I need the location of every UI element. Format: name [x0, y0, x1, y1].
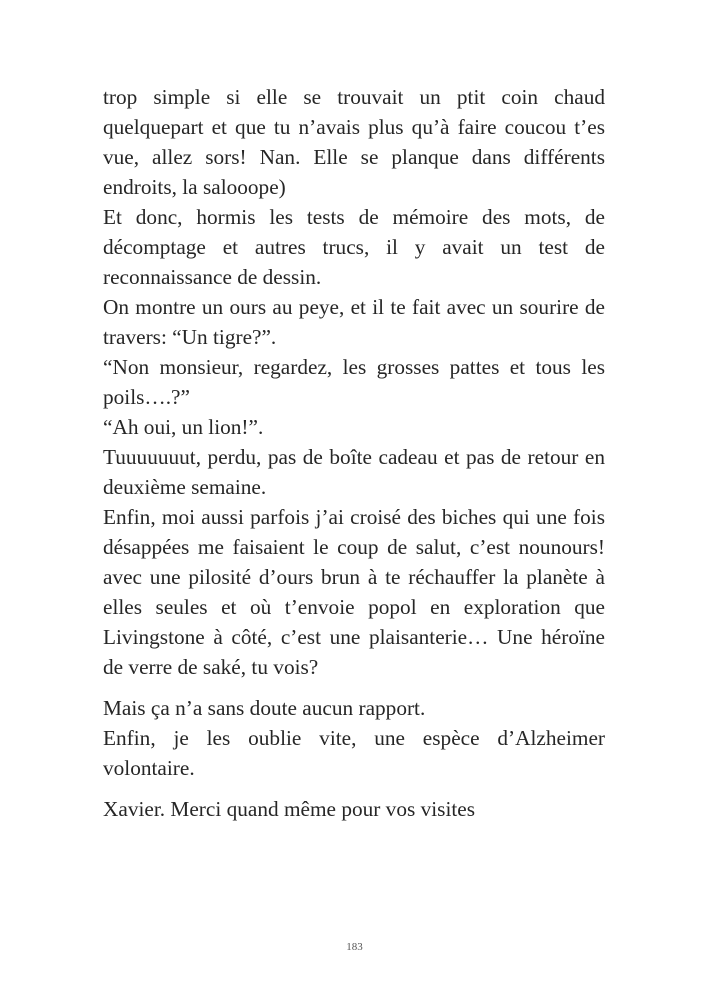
paragraph-6: Tuuuuuuut, perdu, pas de boîte cadeau et pas de retour en deuxième semaine. [103, 445, 605, 499]
paragraph-8: Mais ça n’a sans doute aucun rapport. [103, 696, 426, 720]
paragraph-9: Enfin, je les oublie vite, une espèce d’Alzheimer volontaire. [103, 726, 605, 780]
paragraph-1: trop simple si elle se trouvait un ptit coin chaud quelquepart et que tu n’avais plus qu’à faire coucou t’es vue, allez sors! Nan. Elle se planque dans différents endroits, la salooope) [103, 85, 605, 199]
paragraph-2: Et donc, hormis les tests de mémoire des mots, de décomptage et autres trucs, il y avait un test de reconnaissance de dessin. [103, 205, 605, 289]
page-number: 183 [346, 941, 363, 953]
paragraph-7: Enfin, moi aussi parfois j’ai croisé des biches qui une fois désappées me faisaient le coup de salut, c’est nounours! avec une pilosité d’ours brun à te réchauffer la planète à elles seules et où t’envoie popol en exploration que Livingstone à côté, c’est une plaisanterie… Une héroïne de verre de saké, tu vois? [103, 505, 605, 679]
paragraph-4: “Non monsieur, regardez, les grosses pattes et tous les poils….?” [103, 355, 605, 409]
paragraph-10: Xavier. Merci quand même pour vos visites [103, 797, 476, 821]
paragraph-3: On montre un ours au peye, et il te fait avec un sourire de travers: “Un tigre?”. [103, 295, 605, 349]
paragraph-5: “Ah oui, un lion!”. [103, 415, 264, 439]
body-text [103, 82, 605, 824]
